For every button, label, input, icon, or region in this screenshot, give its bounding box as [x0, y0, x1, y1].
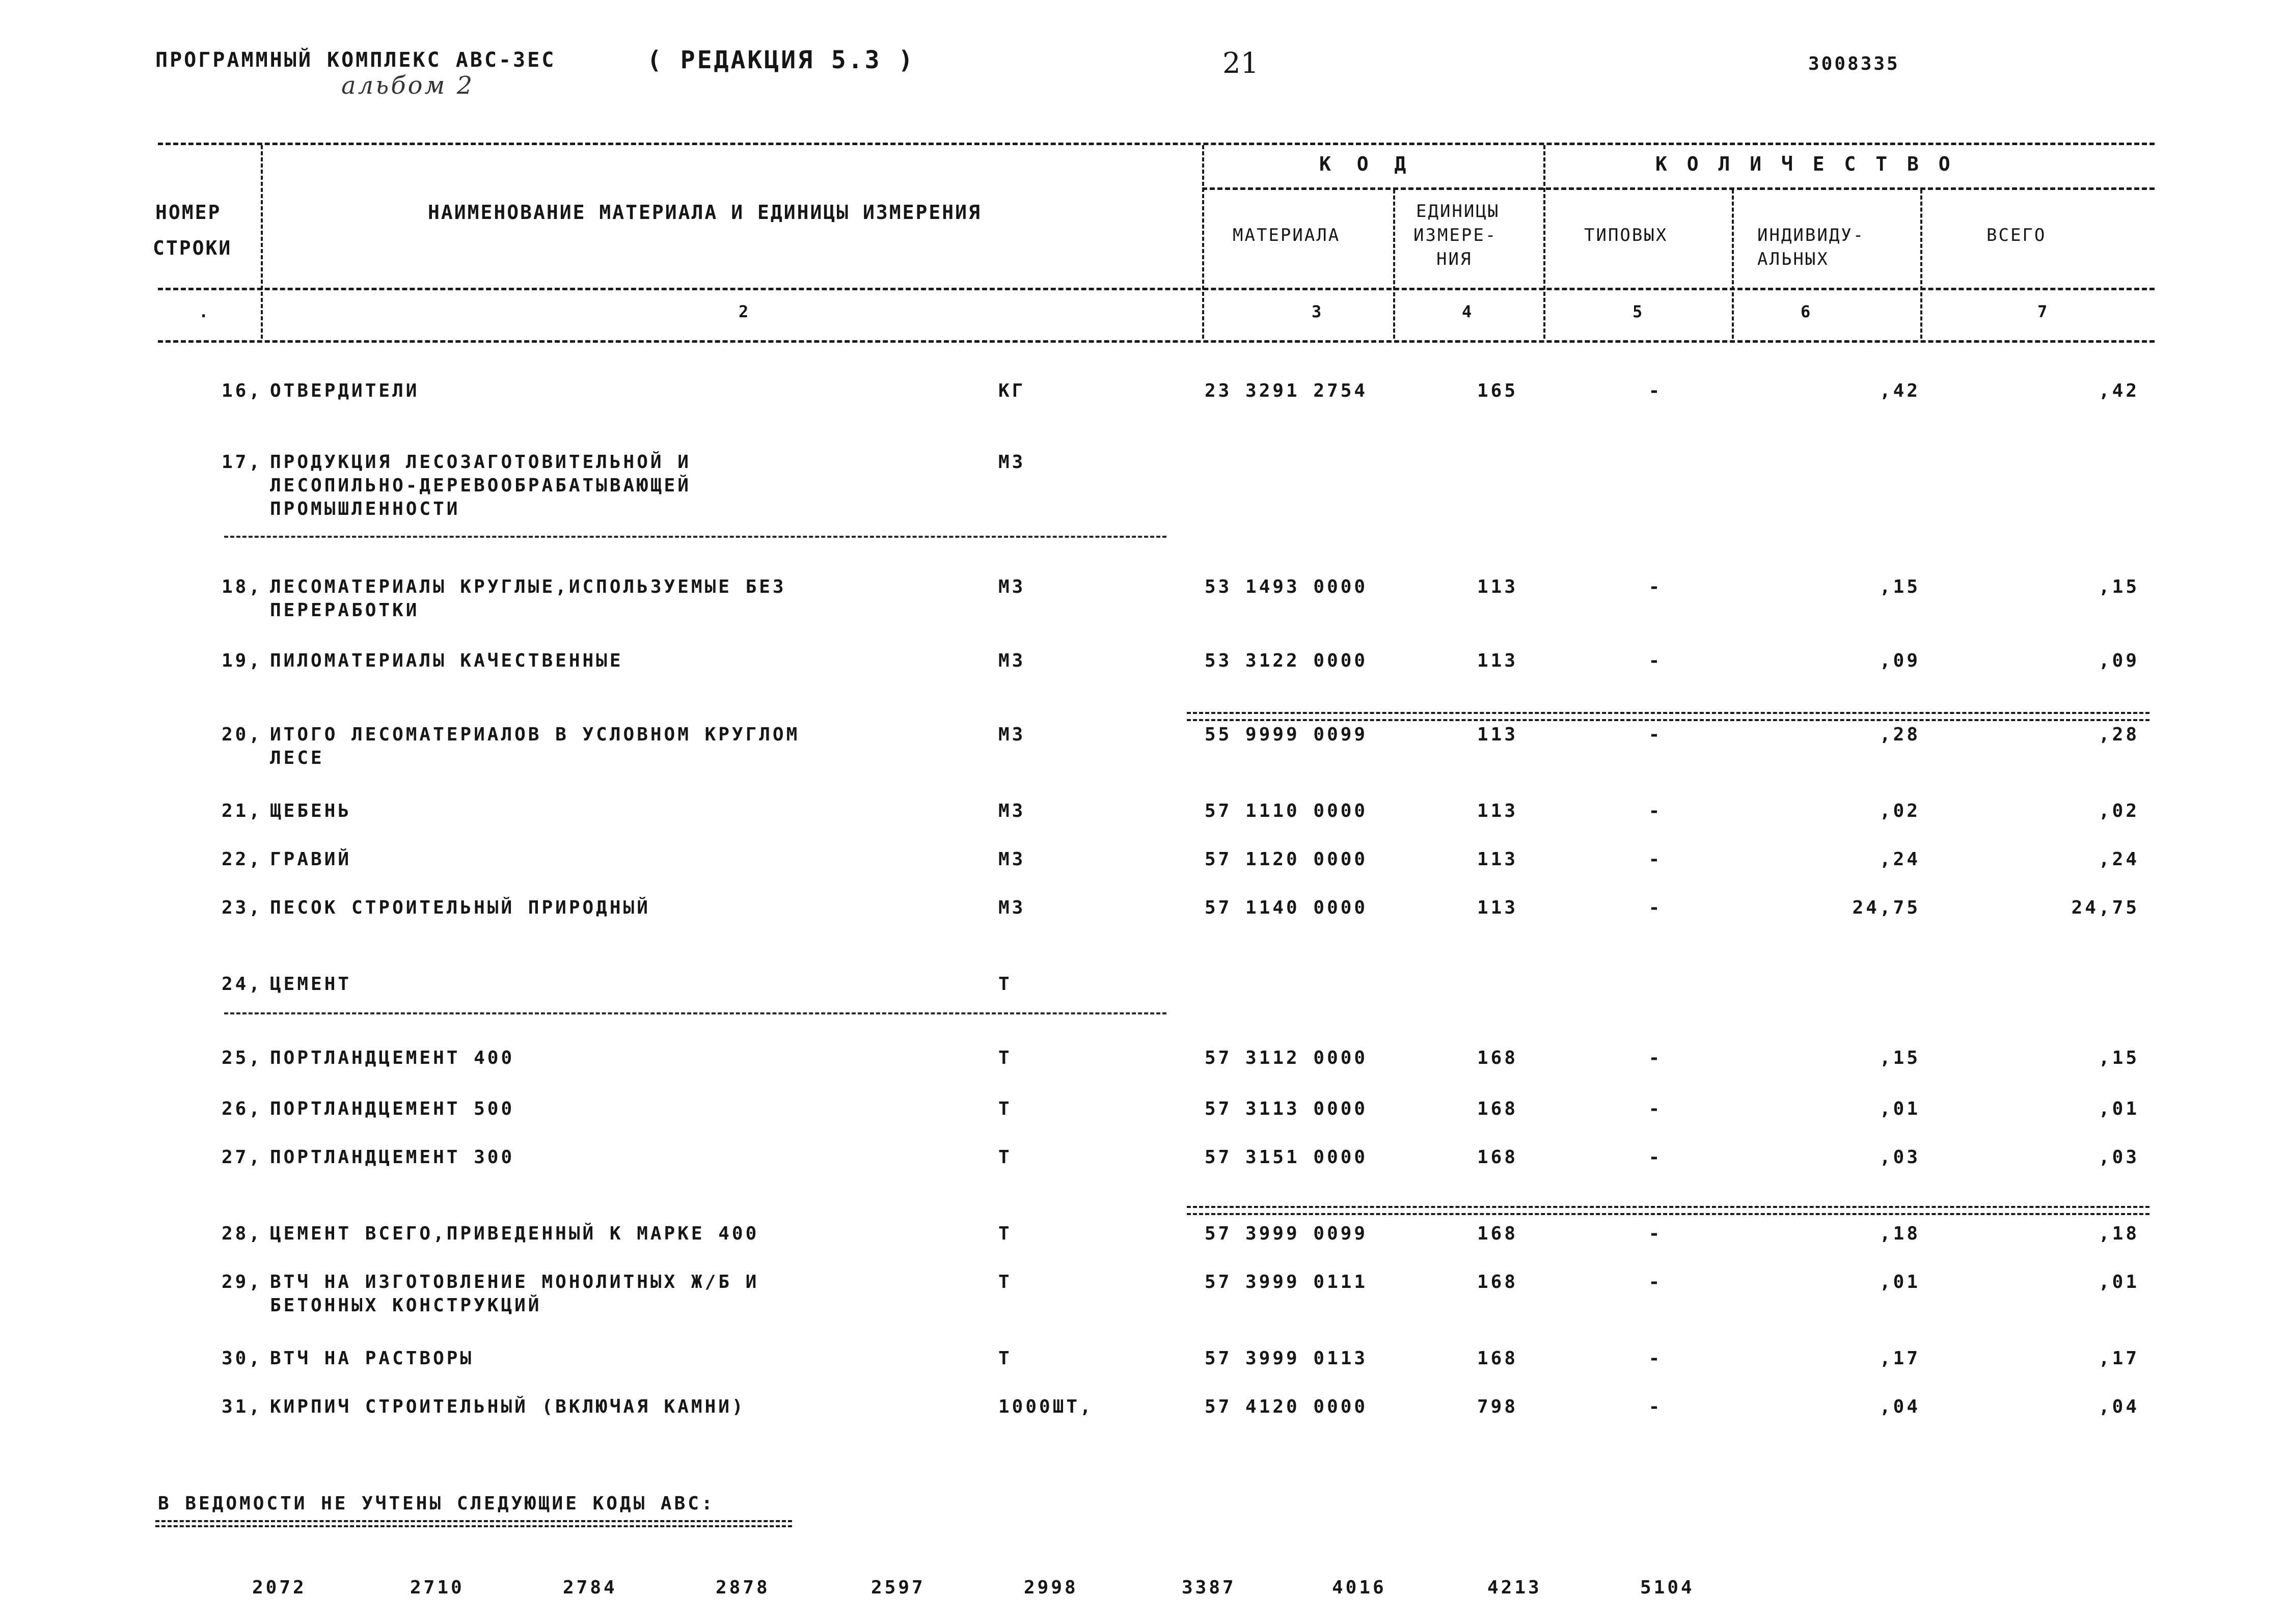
- quantity-group-label: К О Л И Ч Е С Т В О: [1655, 153, 1954, 175]
- individual-qty: ,15: [1879, 576, 1920, 597]
- col-number-1: .: [199, 302, 209, 321]
- header-top-rule: [158, 143, 2155, 145]
- col-individual-label-2: АЛЬНЫХ: [1757, 249, 1829, 269]
- col-unit-code-label-2: ИЗМЕРЕ-: [1413, 225, 1498, 245]
- unit-code: 168: [1477, 1147, 1518, 1168]
- page-number: 21: [1222, 47, 1259, 80]
- material-code: 57 3999 0113: [1205, 1348, 1368, 1369]
- individual-qty: ,04: [1879, 1396, 1920, 1417]
- material-name-line: ЛЕСОМАТЕРИАЛЫ КРУГЛЫЕ,ИСПОЛЬЗУЕМЫЕ БЕЗ: [270, 576, 786, 597]
- individual-qty: ,17: [1879, 1348, 1920, 1369]
- excluded-code: 3387: [1182, 1577, 1236, 1598]
- unit-label: Т: [998, 1223, 1012, 1244]
- unit-label: М3: [998, 452, 1026, 473]
- group-rule-cement: [224, 1012, 1166, 1014]
- typical-qty: -: [1648, 380, 1663, 401]
- header-separator: [1732, 189, 1734, 339]
- unit-code: 168: [1477, 1098, 1518, 1119]
- album-note: альбом 2: [341, 71, 475, 100]
- header-group-rule: [1202, 187, 2155, 190]
- row-number: 26,: [221, 1098, 262, 1119]
- header-mid-rule: [158, 288, 2155, 290]
- typical-qty: -: [1648, 801, 1663, 821]
- edition-label: ( РЕДАКЦИЯ 5.3 ): [647, 46, 915, 74]
- material-code: 57 3112 0000: [1205, 1048, 1368, 1068]
- individual-qty: ,01: [1879, 1272, 1920, 1292]
- col-number-6: 6: [1801, 302, 1811, 321]
- unit-code: 165: [1477, 380, 1518, 401]
- material-name-line: ПОРТЛАНДЦЕМЕНТ 400: [270, 1048, 515, 1068]
- typical-qty: -: [1648, 1272, 1663, 1292]
- material-code: 23 3291 2754: [1205, 380, 1368, 401]
- unit-label: Т: [998, 1048, 1012, 1068]
- unit-code: 113: [1477, 650, 1518, 671]
- col-typical-label: ТИПОВЫХ: [1584, 225, 1668, 245]
- unit-label: М3: [998, 650, 1026, 671]
- unit-code: 168: [1477, 1348, 1518, 1369]
- material-name-line: ПОРТЛАНДЦЕМЕНТ 500: [270, 1098, 515, 1119]
- document-code: 3008335: [1808, 53, 1900, 74]
- material-code: 57 3999 0099: [1205, 1223, 1368, 1244]
- col-number-7: 7: [2037, 302, 2048, 321]
- unit-code: 798: [1477, 1396, 1518, 1417]
- row-number: 31,: [221, 1396, 262, 1417]
- unit-label: М3: [998, 724, 1026, 745]
- material-name-line: ИТОГО ЛЕСОМАТЕРИАЛОВ В УСЛОВНОМ КРУГЛОМ: [270, 724, 800, 745]
- unit-code: 168: [1477, 1223, 1518, 1244]
- total-rule-cement: [1187, 1206, 2149, 1215]
- individual-qty: ,03: [1879, 1147, 1920, 1168]
- col-material-code-label: МАТЕРИАЛА: [1233, 225, 1341, 245]
- row-number: 28,: [221, 1223, 262, 1244]
- group-rule-wood: [224, 536, 1166, 538]
- material-name-line: ЛЕСОПИЛЬНО-ДЕРЕВООБРАБАТЫВАЮЩЕЙ: [270, 475, 691, 496]
- material-name-line: ОТВЕРДИТЕЛИ: [270, 380, 420, 401]
- typical-qty: -: [1648, 650, 1663, 671]
- unit-label: Т: [998, 1272, 1012, 1292]
- col-unit-code-label-3: НИЯ: [1436, 249, 1473, 269]
- col-row-no-label-1: НОМЕР: [155, 201, 222, 224]
- unit-code: 113: [1477, 801, 1518, 821]
- unit-label: М3: [998, 849, 1026, 870]
- col-row-no-label-2: СТРОКИ: [153, 237, 232, 259]
- total-qty: ,24: [2098, 849, 2139, 870]
- total-qty: ,01: [2098, 1272, 2139, 1292]
- unit-code: 168: [1477, 1048, 1518, 1068]
- total-qty: ,28: [2098, 724, 2139, 745]
- col-number-4: 4: [1462, 302, 1472, 321]
- typical-qty: -: [1648, 1147, 1663, 1168]
- excluded-codes-note: В ВЕДОМОСТИ НЕ УЧТЕНЫ СЛЕДУЮЩИЕ КОДЫ АВС:: [158, 1493, 715, 1514]
- unit-code: 168: [1477, 1272, 1518, 1292]
- material-code: 55 9999 0099: [1205, 724, 1368, 745]
- individual-qty: ,09: [1879, 650, 1920, 671]
- col-unit-code-label-1: ЕДИНИЦЫ: [1416, 201, 1500, 222]
- material-name-line: ПИЛОМАТЕРИАЛЫ КАЧЕСТВЕННЫЕ: [270, 650, 623, 671]
- material-code: 57 1110 0000: [1205, 801, 1368, 821]
- typical-qty: -: [1648, 1223, 1663, 1244]
- total-qty: ,04: [2098, 1396, 2139, 1417]
- material-name-line: ЩЕБЕНЬ: [270, 801, 352, 821]
- unit-label: Т: [998, 974, 1012, 995]
- material-code: 53 1493 0000: [1205, 576, 1368, 597]
- excluded-code: 4213: [1487, 1577, 1542, 1598]
- header-separator: [1543, 145, 1545, 339]
- material-code: 57 3151 0000: [1205, 1147, 1368, 1168]
- unit-label: М3: [998, 897, 1026, 918]
- excluded-code: 2784: [563, 1577, 617, 1598]
- total-qty: ,17: [2098, 1348, 2139, 1369]
- unit-label: Т: [998, 1098, 1012, 1119]
- material-name-line: ГРАВИЙ: [270, 849, 352, 870]
- row-number: 24,: [221, 974, 262, 995]
- row-number: 20,: [221, 724, 262, 745]
- typical-qty: -: [1648, 849, 1663, 870]
- material-name-line: ВТЧ НА ИЗГОТОВЛЕНИЕ МОНОЛИТНЫХ Ж/Б И: [270, 1272, 759, 1292]
- col-total-label: ВСЕГО: [1986, 225, 2047, 245]
- row-number: 30,: [221, 1348, 262, 1369]
- col-number-2: 2: [739, 302, 749, 321]
- material-name-line: БЕТОННЫХ КОНСТРУКЦИЙ: [270, 1295, 542, 1316]
- excluded-code: 2998: [1024, 1577, 1078, 1598]
- unit-code: 113: [1477, 724, 1518, 745]
- header-bottom-rule: [158, 340, 2155, 343]
- material-name-line: ПРОДУКЦИЯ ЛЕСОЗАГОТОВИТЕЛЬНОЙ И: [270, 452, 691, 473]
- code-group-label: К О Д: [1319, 153, 1413, 175]
- typical-qty: -: [1648, 576, 1663, 597]
- material-name-line: ПРОМЫШЛЕННОСТИ: [270, 499, 460, 519]
- individual-qty: ,18: [1879, 1223, 1920, 1244]
- typical-qty: -: [1648, 1048, 1663, 1068]
- row-number: 17,: [221, 452, 262, 473]
- individual-qty: 24,75: [1852, 897, 1920, 918]
- unit-label: М3: [998, 801, 1026, 821]
- total-qty: ,09: [2098, 650, 2139, 671]
- header-separator: [1920, 189, 1922, 339]
- header-separator: [1393, 189, 1395, 339]
- total-rule-wood: [1187, 712, 2149, 721]
- total-qty: ,15: [2098, 1048, 2139, 1068]
- total-qty: ,42: [2098, 380, 2139, 401]
- material-code: 57 3113 0000: [1205, 1098, 1368, 1119]
- excluded-code: 4016: [1332, 1577, 1386, 1598]
- row-number: 21,: [221, 801, 262, 821]
- material-code: 53 3122 0000: [1205, 650, 1368, 671]
- material-code: 57 1140 0000: [1205, 897, 1368, 918]
- material-name-line: ПОРТЛАНДЦЕМЕНТ 300: [270, 1147, 515, 1168]
- row-number: 18,: [221, 576, 262, 597]
- excluded-code: 2072: [252, 1577, 307, 1598]
- row-number: 27,: [221, 1147, 262, 1168]
- typical-qty: -: [1648, 897, 1663, 918]
- row-number: 23,: [221, 897, 262, 918]
- excluded-code: 2878: [716, 1577, 770, 1598]
- typical-qty: -: [1648, 1396, 1663, 1417]
- col-name-label: НАИМЕНОВАНИЕ МАТЕРИАЛА И ЕДИНИЦЫ ИЗМЕРЕНИЯ: [428, 201, 982, 224]
- total-qty: ,15: [2098, 576, 2139, 597]
- row-number: 22,: [221, 849, 262, 870]
- individual-qty: ,15: [1879, 1048, 1920, 1068]
- typical-qty: -: [1648, 1098, 1663, 1119]
- typical-qty: -: [1648, 724, 1663, 745]
- unit-label: Т: [998, 1348, 1012, 1369]
- material-code: 57 4120 0000: [1205, 1396, 1368, 1417]
- unit-code: 113: [1477, 849, 1518, 870]
- unit-label: КГ: [998, 380, 1026, 401]
- excluded-code: 5104: [1640, 1577, 1695, 1598]
- header-separator: [261, 145, 263, 339]
- total-qty: ,01: [2098, 1098, 2139, 1119]
- unit-code: 113: [1477, 897, 1518, 918]
- row-number: 29,: [221, 1272, 262, 1292]
- col-number-5: 5: [1632, 302, 1643, 321]
- total-qty: ,02: [2098, 801, 2139, 821]
- material-name-line: ВТЧ НА РАСТВОРЫ: [270, 1348, 474, 1369]
- individual-qty: ,02: [1879, 801, 1920, 821]
- material-code: 57 1120 0000: [1205, 849, 1368, 870]
- material-name-line: ЦЕМЕНТ: [270, 974, 352, 995]
- unit-label: М3: [998, 576, 1026, 597]
- total-qty: 24,75: [2071, 897, 2139, 918]
- individual-qty: ,28: [1879, 724, 1920, 745]
- material-name-line: КИРПИЧ СТРОИТЕЛЬНЫЙ (ВКЛЮЧАЯ КАМНИ): [270, 1396, 746, 1417]
- material-code: 57 3999 0111: [1205, 1272, 1368, 1292]
- row-number: 25,: [221, 1048, 262, 1068]
- material-name-line: ЦЕМЕНТ ВСЕГО,ПРИВЕДЕННЫЙ К МАРКЕ 400: [270, 1223, 759, 1244]
- typical-qty: -: [1648, 1348, 1663, 1369]
- row-number: 19,: [221, 650, 262, 671]
- col-number-3: 3: [1312, 302, 1322, 321]
- excluded-code: 2710: [410, 1577, 465, 1598]
- material-name-line: ПЕРЕРАБОТКИ: [270, 600, 420, 621]
- individual-qty: ,01: [1879, 1098, 1920, 1119]
- col-individual-label-1: ИНДИВИДУ-: [1757, 225, 1865, 245]
- total-qty: ,18: [2098, 1223, 2139, 1244]
- individual-qty: ,24: [1879, 849, 1920, 870]
- excluded-codes-underline: [155, 1520, 792, 1527]
- material-name-line: ПЕСОК СТРОИТЕЛЬНЫЙ ПРИРОДНЫЙ: [270, 897, 650, 918]
- unit-code: 113: [1477, 576, 1518, 597]
- row-number: 16,: [221, 380, 262, 401]
- total-qty: ,03: [2098, 1147, 2139, 1168]
- header-separator: [1202, 145, 1204, 339]
- individual-qty: ,42: [1879, 380, 1920, 401]
- material-name-line: ЛЕСЕ: [270, 748, 324, 768]
- program-title: ПРОГРАММНЫЙ КОМПЛЕКС АВС-3ЕС: [155, 48, 556, 72]
- unit-label: Т: [998, 1147, 1012, 1168]
- excluded-code: 2597: [871, 1577, 926, 1598]
- unit-label: 1000ШТ,: [998, 1396, 1094, 1417]
